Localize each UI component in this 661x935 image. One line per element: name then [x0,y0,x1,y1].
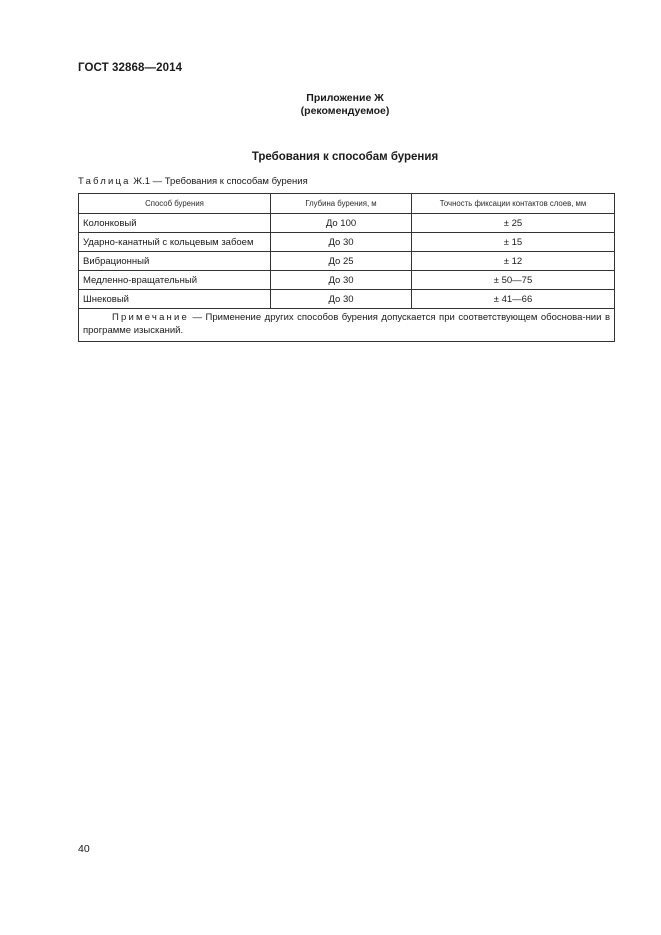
cell-method: Колонковый [79,214,271,233]
appendix-status: (рекомендуемое) [300,105,390,117]
cell-accuracy: ± 25 [412,214,615,233]
cell-depth: До 100 [271,214,412,233]
table-caption [78,176,308,187]
table-row [79,290,615,309]
cell-accuracy: ± 12 [412,252,615,271]
table-note [79,309,615,342]
section-title: Требования к способам бурения [251,151,439,163]
cell-accuracy: ± 50—75 [412,271,615,290]
appendix-heading [0,92,661,118]
cell-depth: До 30 [271,233,412,252]
cell-method: Ударно-канатный с кольцевым забоем [79,233,271,252]
table-note-text: — Применение других способов бурения допускается при соответствующем обоснова-нии в программе изысканий. [83,312,610,336]
column-header-method: Способ бурения [79,194,271,214]
table-row [79,252,615,271]
table-row [79,214,615,233]
appendix-title: Приложение Ж [306,92,384,104]
cell-depth: До 30 [271,271,412,290]
table-row [79,233,615,252]
table-note-label: Примечание [112,312,189,323]
cell-accuracy: ± 15 [412,233,615,252]
table-header-row [79,194,615,214]
table-note-row [79,309,615,342]
cell-method: Медленно-вращательный [79,271,271,290]
document-standard-header: ГОСТ 32868—2014 [78,62,183,74]
cell-method: Шнековый [79,290,271,309]
table-row [79,271,615,290]
cell-depth: До 30 [271,290,412,309]
column-header-accuracy: Точность фиксации контактов слоев, мм [412,194,615,214]
cell-depth: До 25 [271,252,412,271]
column-header-depth: Глубина бурения, м [271,194,412,214]
drilling-requirements-table [78,193,615,342]
cell-method: Вибрационный [79,252,271,271]
cell-accuracy: ± 41—66 [412,290,615,309]
page-number: 40 [78,843,90,855]
table-caption-label: Таблица [78,176,131,187]
table-caption-text: Ж.1 — Требования к способам бурения [130,176,308,187]
